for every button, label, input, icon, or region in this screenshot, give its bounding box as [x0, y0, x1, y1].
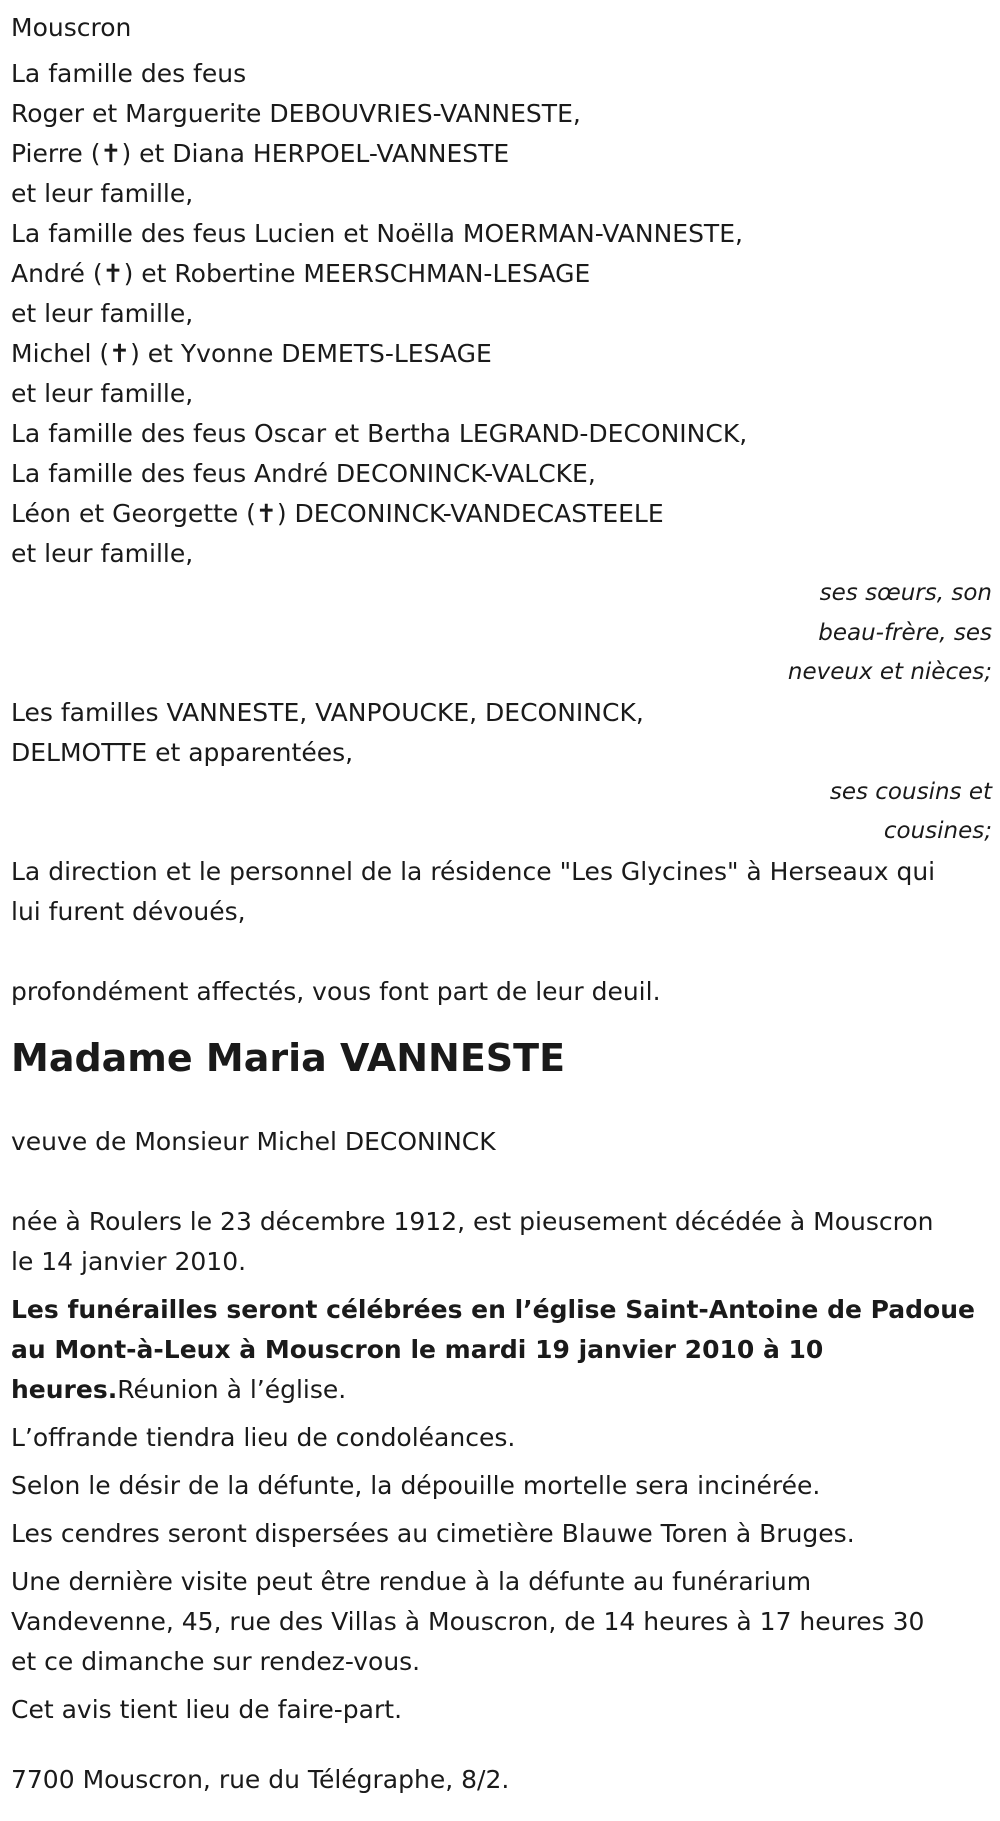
family-line: DELMOTTE et apparentées, [11, 737, 354, 767]
relation-line: neveux et nièces; [787, 659, 992, 685]
family-line: André (✝) et Robertine MEERSCHMAN-LESAGE [11, 259, 591, 288]
family-line: Les familles VANNESTE, VANPOUCKE, DECONINCK, [11, 697, 644, 727]
birth-death-line: née à Roulers le 23 décembre 1912, est pieusement décédée à Mouscron [11, 1206, 934, 1236]
spacer [11, 1162, 1000, 1202]
staff-line: La direction et le personnel de la résidence "Les Glycines" à Herseaux qui [11, 856, 936, 886]
funeral-line-last [11, 1370, 1000, 1410]
family-line: Pierre (✝) et Diana HERPOEL-VANNESTE [11, 139, 510, 168]
funeral-details [11, 1290, 1000, 1410]
family-address: 7700 Mouscron, rue du Télégraphe, 8/2. [11, 1764, 510, 1794]
family-line: Roger et Marguerite DEBOUVRIES-VANNESTE, [11, 99, 581, 128]
relation-label-siblings [11, 574, 992, 693]
funeral-time-end: heures. [11, 1374, 118, 1404]
relation-line: beau-frère, ses [818, 619, 992, 646]
spacer [11, 932, 1000, 972]
family-group-cousins [11, 693, 1000, 852]
family-line: et leur famille, [11, 179, 194, 208]
family-line: et leur famille, [11, 299, 194, 328]
announcement-text: profondément affectés, vous font part de leur deuil. [11, 976, 661, 1006]
gathering-text: Réunion à l’église. [117, 1374, 347, 1404]
staff-line: lui furent dévoués, [11, 896, 246, 926]
visit-details [11, 1562, 1000, 1682]
family-line: La famille des feus André DECONINCK-VALCKE, [11, 459, 596, 488]
offering-text: L’offrande tiendra lieu de condoléances. [11, 1422, 516, 1452]
city-heading: Mouscron [11, 13, 132, 42]
family-line: La famille des feus Oscar et Bertha LEGRAND-DECONINCK, [11, 419, 748, 448]
family-line: Michel (✝) et Yvonne DEMETS-LESAGE [11, 339, 492, 368]
visit-line: et ce dimanche sur rendez-vous. [11, 1646, 421, 1676]
visit-line: Vandevenne, 45, rue des Villas à Mouscron, de 14 heures à 17 heures 30 [11, 1606, 925, 1636]
staff-group [11, 852, 1000, 932]
family-group-siblings [11, 54, 1000, 693]
cremation-text: Selon le désir de la défunte, la dépouille mortelle sera incinérée. [11, 1470, 821, 1500]
family-line: et leur famille, [11, 539, 194, 568]
family-line: La famille des feus [11, 59, 247, 88]
ashes-text: Les cendres seront dispersées au cimetière Blauwe Toren à Bruges. [11, 1518, 855, 1548]
funeral-line: Les funérailles seront célébrées en l’église Saint-Antoine de Padoue [11, 1294, 975, 1324]
family-line: Léon et Georgette (✝) DECONINCK-VANDECASTEELE [11, 499, 664, 528]
funeral-line: au Mont-à-Leux à Mouscron le mardi 19 janvier 2010 à 10 [11, 1334, 824, 1364]
relation-line: ses cousins et [829, 778, 992, 805]
spacer [11, 1082, 1000, 1122]
visit-line: Une dernière visite peut être rendue à la défunte au funérarium [11, 1566, 812, 1596]
family-line: La famille des feus Lucien et Noëlla MOERMAN-VANNESTE, [11, 219, 743, 248]
relation-line: ses sœurs, son [819, 580, 992, 606]
family-line: et leur famille, [11, 379, 194, 408]
relation-line: cousines; [883, 818, 992, 844]
widow-of-text: veuve de Monsieur Michel DECONINCK [11, 1126, 496, 1156]
deceased-name: Madame Maria VANNESTE [11, 1035, 566, 1080]
birth-death-line: le 14 janvier 2010. [11, 1246, 247, 1276]
relation-label-cousins [11, 773, 992, 852]
notice-text: Cet avis tient lieu de faire-part. [11, 1694, 403, 1724]
